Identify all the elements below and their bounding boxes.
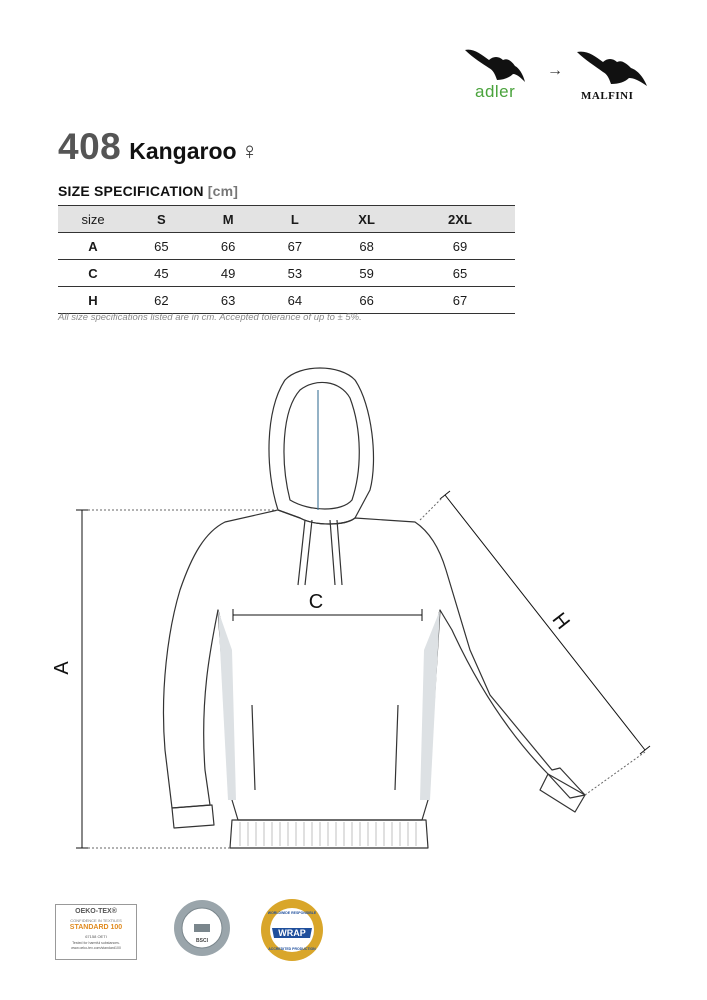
side-panel-left xyxy=(218,610,236,800)
oeko-footer xyxy=(58,941,134,951)
adler-wordmark: adler xyxy=(475,82,516,101)
bsci-text: BSCI xyxy=(196,938,208,944)
table-cell: 69 xyxy=(405,233,515,260)
ribbing xyxy=(240,822,416,846)
wrap-center: WRAP xyxy=(278,928,306,938)
brand-logos xyxy=(455,40,665,110)
table-cell: 59 xyxy=(328,260,405,287)
oeko-code: 67158 OETI xyxy=(85,934,107,939)
oeko-name: OEKO-TEX® xyxy=(75,908,117,915)
oeko-subtitle: CONFIDENCE IN TEXTILES xyxy=(70,918,122,923)
female-symbol-icon: ♀ xyxy=(240,138,259,165)
table-header-cell: XL xyxy=(328,206,405,233)
side-panel-right xyxy=(420,610,440,800)
oeko-tex-badge xyxy=(55,904,137,960)
wrap-seal-icon xyxy=(260,898,324,962)
table-header-cell: L xyxy=(262,206,329,233)
product-name: Kangaroo xyxy=(129,138,237,164)
table-row-label: A xyxy=(58,233,128,260)
hoodie-outline xyxy=(163,368,585,848)
certifications xyxy=(55,898,335,968)
table-cell: 65 xyxy=(128,233,195,260)
spec-title xyxy=(58,183,238,199)
table-row xyxy=(58,260,515,287)
table-cell: 65 xyxy=(405,260,515,287)
tolerance-note: All size specifications listed are in cm. Accepted tolerance of up to ± 5%. xyxy=(58,312,362,323)
table-cell: 67 xyxy=(262,233,329,260)
wrap-ring-top: WORLDWIDE RESPONSIBLE xyxy=(267,911,317,915)
table-header-cell: M xyxy=(195,206,262,233)
spec-unit: [cm] xyxy=(207,183,239,199)
table-cell: 62 xyxy=(128,287,195,314)
hoodie-drawing xyxy=(0,350,707,870)
table-cell: 68 xyxy=(328,233,405,260)
table-cell: 66 xyxy=(328,287,405,314)
malfini-logo xyxy=(575,44,665,108)
table-header-cell: S xyxy=(128,206,195,233)
product-title xyxy=(58,126,259,166)
wrap-ring-bottom: ACCREDITED PRODUCTION xyxy=(268,947,316,951)
measure-c xyxy=(233,609,422,621)
measure-a xyxy=(76,510,280,848)
table-header-cell: size xyxy=(58,206,128,233)
table-row xyxy=(58,287,515,314)
table-row-label: C xyxy=(58,260,128,287)
table-cell: 66 xyxy=(195,233,262,260)
label-h: H xyxy=(547,608,574,634)
malfini-wordmark: MALFINI xyxy=(581,90,634,102)
oeko-line2: www.oeko-tex.com/standard100 xyxy=(71,946,121,950)
spec-title-text: SIZE SPECIFICATION xyxy=(58,183,204,199)
table-cell: 67 xyxy=(405,287,515,314)
table-header-row xyxy=(58,206,515,233)
arrow-icon: → xyxy=(547,62,563,79)
bsci-seal-icon xyxy=(172,898,232,958)
label-a: A xyxy=(51,661,73,675)
product-code: 408 xyxy=(58,126,122,167)
table-row xyxy=(58,233,515,260)
table-header-cell: 2XL xyxy=(405,206,515,233)
table-cell: 64 xyxy=(262,287,329,314)
table-row-label: H xyxy=(58,287,128,314)
oeko-line1: Tested for harmful substances. xyxy=(72,941,120,945)
table-cell: 45 xyxy=(128,260,195,287)
oeko-standard: STANDARD 100 xyxy=(69,924,123,931)
adler-logo xyxy=(463,44,533,104)
eagle-icon xyxy=(463,44,533,84)
size-table xyxy=(58,205,515,314)
label-c: C xyxy=(308,591,324,613)
table-cell: 63 xyxy=(195,287,262,314)
eagle-icon xyxy=(575,44,655,88)
table-cell: 49 xyxy=(195,260,262,287)
table-cell: 53 xyxy=(262,260,329,287)
